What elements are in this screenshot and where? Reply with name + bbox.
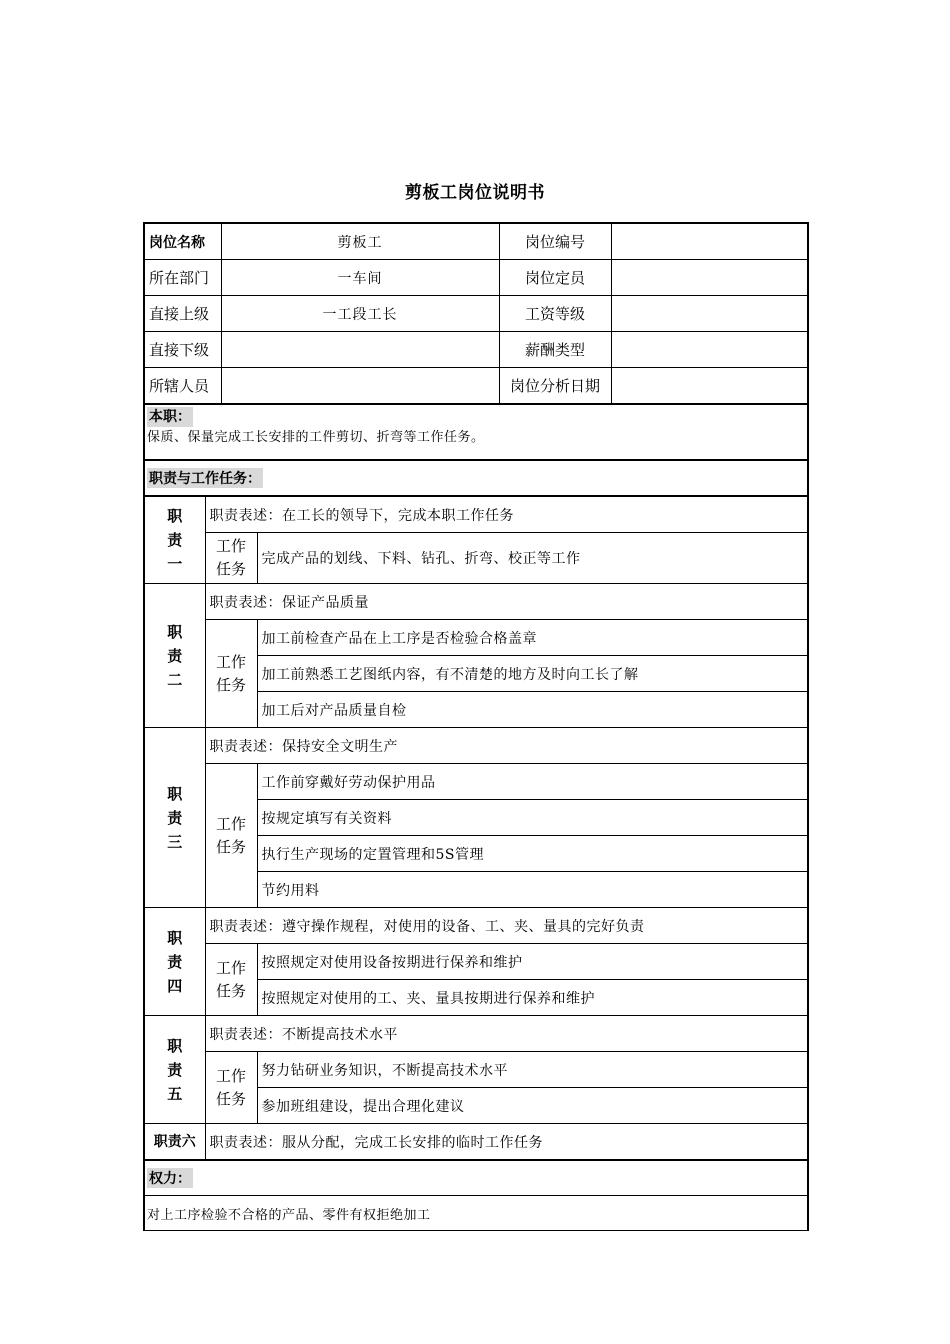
info-row [144,296,808,332]
info-label: 岗位分析日期 [499,368,611,405]
info-label: 工资等级 [499,296,611,332]
duties-heading-row [144,460,808,496]
task-label: 工作 任务 [205,533,257,584]
duty-label: 职 责 五 [144,1016,205,1124]
duties-heading: 职责与工作任务： [147,468,263,488]
task-item: 加工后对产品质量自检 [257,692,808,728]
task-row [144,944,808,980]
duty-label: 职 责 二 [144,584,205,728]
power-row [144,1196,808,1231]
power-heading-row [144,1160,808,1196]
info-value [611,260,808,296]
duty-statement: 职责表述：遵守操作规程，对使用的设备、工、夹、量具的完好负责 [205,908,808,944]
info-label: 岗位编号 [499,223,611,260]
info-value [611,332,808,368]
job-description-table [143,222,809,1231]
power-heading: 权力： [147,1168,193,1188]
info-row [144,260,808,296]
info-label: 所辖人员 [144,368,221,405]
info-value [221,368,499,405]
task-item: 完成产品的划线、下料、钻孔、折弯、校正等工作 [257,533,808,584]
duty-statement-row [144,1124,808,1161]
info-value [611,223,808,260]
task-item: 参加班组建设，提出合理化建议 [257,1088,808,1124]
role-text: 保质、保量完成工长安排的工件剪切、折弯等工作任务。 [147,430,485,445]
duty-statement-row [144,908,808,944]
task-item: 按规定填写有关资料 [257,800,808,836]
info-value: 一车间 [221,260,499,296]
power-text: 对上工序检验不合格的产品、零件有权拒绝加工 [144,1196,808,1231]
info-row [144,223,808,260]
duty-statement: 职责表述：保持安全文明生产 [205,728,808,764]
info-label: 直接上级 [144,296,221,332]
info-value: 剪板工 [221,223,499,260]
document-title: 剪板工岗位说明书 [405,183,545,203]
task-item: 按照规定对使用设备按期进行保养和维护 [257,944,808,980]
duty-statement: 职责表述：保证产品质量 [205,584,808,620]
task-row [144,764,808,800]
duty-statement: 职责表述：服从分配，完成工长安排的临时工作任务 [205,1124,808,1161]
task-label: 工作 任务 [205,944,257,1016]
task-label: 工作 任务 [205,620,257,728]
info-label: 所在部门 [144,260,221,296]
info-label: 岗位定员 [499,260,611,296]
info-row [144,368,808,405]
duty-label: 职 责 四 [144,908,205,1016]
task-item: 节约用料 [257,872,808,908]
info-value [611,296,808,332]
task-item: 加工前熟悉工艺图纸内容，有不清楚的地方及时向工长了解 [257,656,808,692]
info-label: 直接下级 [144,332,221,368]
task-label: 工作 任务 [205,764,257,908]
task-label: 工作 任务 [205,1052,257,1124]
info-label: 薪酬类型 [499,332,611,368]
role-section [144,404,808,460]
duty-label: 职责六 [144,1124,205,1161]
duty-label: 职 责 三 [144,728,205,908]
info-value: 一工段工长 [221,296,499,332]
duty-statement: 职责表述：在工长的领导下，完成本职工作任务 [205,496,808,533]
info-value [611,368,808,405]
duty-statement-row [144,1016,808,1052]
role-heading: 本职： [149,409,191,425]
task-item: 执行生产现场的定置管理和5S管理 [257,836,808,872]
task-row [144,533,808,584]
info-value [221,332,499,368]
duty-label: 职 责 一 [144,496,205,584]
task-item: 努力钻研业务知识，不断提高技术水平 [257,1052,808,1088]
duty-statement-row [144,728,808,764]
task-item: 加工前检查产品在上工序是否检验合格盖章 [257,620,808,656]
task-item: 按照规定对使用的工、夹、量具按期进行保养和维护 [257,980,808,1016]
info-row [144,332,808,368]
duty-statement: 职责表述：不断提高技术水平 [205,1016,808,1052]
duty-statement-row [144,584,808,620]
task-item: 工作前穿戴好劳动保护用品 [257,764,808,800]
task-row [144,1052,808,1088]
info-label: 岗位名称 [144,223,221,260]
duty-statement-row [144,496,808,533]
task-row [144,620,808,656]
